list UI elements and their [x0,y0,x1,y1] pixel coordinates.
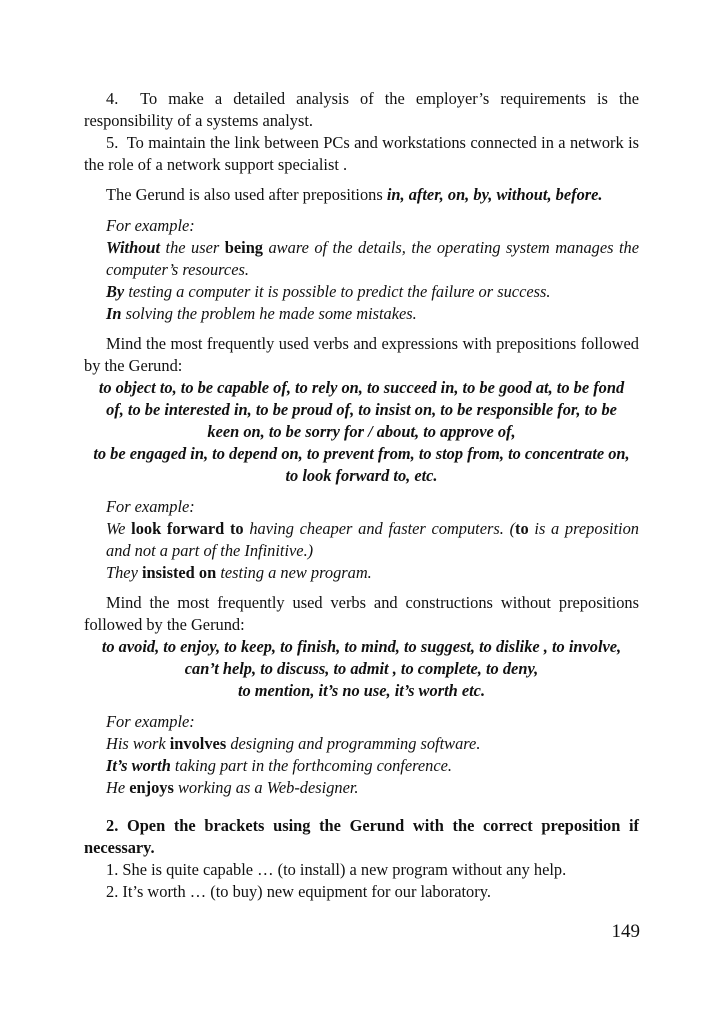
bold-word: involves [169,734,227,753]
page-content [84,88,639,903]
gerund-prepositions-paragraph [84,184,639,206]
exercise-heading: 2. Open the brackets using the Gerund with the correct preposition if necessary. [84,816,639,857]
sentence-text: the user [160,238,225,257]
bold-word: Without [106,238,161,257]
sentence-text: His work [106,734,170,753]
exercise-item-1: 1. She is quite capable … (to install) a new program without any help. [106,860,567,879]
item-number: 5. [106,133,119,152]
prepositions-list: in, after, on, by, without, before. [386,185,603,204]
sentence-text: We [106,519,132,538]
example-sentence [106,237,639,281]
bold-word: By [106,282,125,301]
no-preposition-verbs-list: to avoid, to enjoy, to keep, to finish, to mind, to suggest, to dislike , to involve, can’t help, to discuss, to admit , to complete, to deny, [101,637,622,678]
item-text: To maintain the link between PCs and workstations connected in a network is the role of a network support specialist . [84,133,639,174]
bold-word: enjoys [129,778,174,797]
example-label: For example: [106,497,195,516]
example-label: For example: [106,216,195,235]
example-block-1 [84,215,639,325]
bold-word: It’s worth [106,756,171,775]
prepositions-verbs-list-continued: to be engaged in, to depend on, to prevent from, to stop from, to concentrate on, to look forward to, etc. [93,444,630,485]
bold-word: In [106,304,122,323]
sentence-text: He [106,778,130,797]
example-sentence [106,777,639,799]
bold-word: to [515,519,529,538]
mind-with-prepositions-paragraph: Mind the most frequently used verbs and expressions with prepositions followed by the Gerund: [84,334,639,375]
page-number: 149 [611,921,640,942]
sentence-text: is a preposition and not a part of the Infinitive.) [106,519,639,560]
example-sentence [106,303,639,325]
paragraph-text: The Gerund is also used after prepositions [106,185,387,204]
item-text: To make a detailed analysis of the employer’s requirements is the responsibility of a systems analyst. [84,89,640,130]
example-sentence [106,755,639,777]
example-block-3 [84,711,639,799]
example-sentence [106,518,639,562]
mind-without-prepositions-paragraph: Mind the most frequently used verbs and constructions without prepositions followed by the Gerund: [84,593,639,634]
sentence-text: testing a new program. [216,563,372,582]
bold-word: insisted on [141,563,217,582]
prepositions-verbs-list: to object to, to be capable of, to rely on, to succeed in, to be good at, to be fond of, to be interested in, to be proud of, to insist on, to be responsible for, to be keen on, to be sorry for / about, to approve of, [98,378,625,441]
exercise-item-2: 2. It’s worth … (to buy) new equipment for our laboratory. [106,882,491,901]
example-sentence [106,733,639,755]
item-number: 4. [106,89,119,108]
sentence-text: They [106,563,142,582]
example-sentence [106,281,639,303]
numbered-sentence-4 [84,88,639,132]
numbered-sentence-5 [84,132,639,176]
sentence-text: solving the problem he made some mistakes. [121,304,417,323]
example-sentence [106,562,639,584]
bold-word: look forward to [131,519,244,538]
sentence-text: aware of the details, the operating system manages the computer’s resources. [106,238,639,279]
no-preposition-verbs-list-continued: to mention, it’s no use, it’s worth etc. [237,681,486,700]
sentence-text: having cheaper and faster computers. ( [243,519,516,538]
sentence-text: taking part in the forthcoming conference. [170,756,452,775]
example-block-2 [84,496,639,584]
sentence-text: testing a computer it is possible to predict the failure or success. [124,282,551,301]
sentence-text: designing and programming software. [226,734,481,753]
example-label: For example: [106,712,195,731]
sentence-text: working as a Web-designer. [173,778,359,797]
bold-word: being [224,238,264,257]
